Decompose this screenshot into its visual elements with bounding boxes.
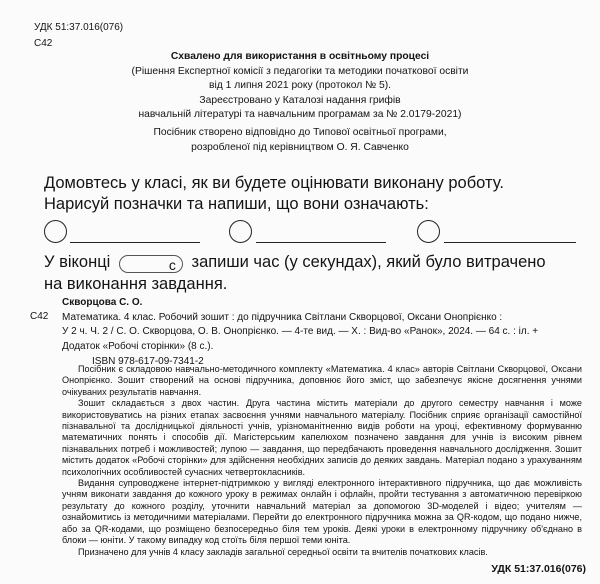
time-input-box[interactable]: [119, 255, 183, 273]
abstract-paragraph-1: Посібник є складовою навчально-методичного комплекту «Математика. 4 клас» авторів Світлани Скворцової, Оксани Онопрієнко. Зошит створений на основі підручника, доповнює його зміст, що забезпечує якісне досягнення учнями очікуваних результатів навчання.: [62, 364, 582, 397]
timer-text-after: запиши час (у секундах), який було витрачено: [191, 253, 546, 271]
isbn: ISBN 978-617-09-7341-2: [92, 355, 204, 367]
marks-row: [0, 218, 600, 248]
approval-title: Схвалено для використання в освітньому процесі: [170, 51, 430, 62]
guide-line-1: Посібник створено відповідно до Типової освітньої програми,: [153, 127, 447, 138]
catalog-code: С42: [34, 38, 53, 49]
guide-block: [60, 126, 540, 155]
approval-line-1: (Рішення Експертної комісії з педагогіки та методики початкової освіти: [131, 65, 469, 77]
mark-circle-1[interactable]: [44, 220, 67, 243]
timer-instruction: [44, 251, 584, 295]
abstract-paragraph-2: Зошит складається з двох частин. Друга частина містить матеріали до другого семестру навчання і може використовуватись на різних етапах засвоєння учнями навчального матеріалу. Посібник сприяє організації самостійної пізнавальної та дослідницької діяльності учнів, урізноманітненню видів роботи на уроці, ефективному формуванню математичних понять і способів дії. Магістерським капелюхом позначено завдання для учнів із високим рівнем пізнавальних потреб і можливостей; лупою — завдання, що передбачають проведення навчального дослідження. Зошит містить додаток «Робочі сторінки» для здійснення необхідних записів до деяких завдань. Матеріал подано з урахуванням психологічних особливостей сучасних четвертокласників.: [62, 398, 582, 477]
mark-circle-3[interactable]: [417, 220, 440, 243]
instruction-line-1: Домовтесь у класі, як ви будете оцінювати виконану роботу.: [44, 174, 504, 192]
bibliography-line-1: Математика. 4 клас. Робочий зошит : до підручника Світлани Скворцової, Оксани Онопрієнко :: [62, 311, 503, 323]
approval-block: [60, 50, 540, 123]
footer-udk: УДК 51:37.016(076): [491, 563, 586, 575]
abstract-block: [62, 364, 582, 558]
bibliography-line-2: У 2 ч. Ч. 2 / С. О. Скворцова, О. В. Онопрієнко. — 4-те вид. — Х. : Вид-во «Ранок», 2024. — 64 с. : іл. +: [62, 326, 539, 338]
instruction-line-2: Нарисуй позначки та напиши, що вони означають:: [44, 195, 429, 213]
approval-line-2: від 1 липня 2021 року (протокол № 5).: [209, 80, 391, 92]
mark-line-1[interactable]: [70, 242, 200, 243]
bibliography-line-3: Додаток «Робочі сторінки» (8 с.).: [62, 341, 214, 353]
abstract-paragraph-4: Призначено для учнів 4 класу закладів загальної середньої освіти та вчителів початкових класів.: [78, 546, 488, 557]
approval-line-4: навчальній літературі та навчальним програмам за № 2.0179-2021): [138, 109, 462, 121]
mark-circle-2[interactable]: [229, 220, 252, 243]
guide-line-2: розробленої під керівництвом О. Я. Савченко: [191, 141, 409, 153]
udk-code: УДК 51:37.016(076): [34, 22, 124, 33]
timer-text-before: У віконці: [44, 253, 111, 271]
bibliography-code: С42: [30, 311, 49, 322]
approval-line-3: Зареєстровано у Каталозі надання грифів: [199, 94, 401, 106]
mark-line-2[interactable]: [256, 242, 386, 243]
bibliography-block: [62, 296, 582, 370]
timer-text-line-2: на виконання завдання.: [44, 275, 228, 293]
abstract-paragraph-3: Видання супроводжене інтернет-підтримкою у вигляді електронного інтерактивного підручника, що дає можливість учням виконати завдання до кожного уроку в режимах онлайн і офлайн, пройти тестування з автоматичною перевіркою результату до кожного розділу, уточнити навчальний матеріал за допомогою 3D-моделей і відео; учителям — ознайомитись із методичними матеріалами. Перейти до електронного підручника можна за QR-кодом, що подано нижче, або за QR-кодами, що розміщено безпосередньо біля тем уроків. Деякі уроки в електронному підручнику об'єднано в блоки — юніти. У такому випадку код стоїть біля першої теми юніта.: [62, 478, 582, 546]
author: Скворцова С. О.: [62, 297, 143, 308]
time-unit: с: [168, 257, 176, 273]
mark-line-3[interactable]: [444, 242, 576, 243]
